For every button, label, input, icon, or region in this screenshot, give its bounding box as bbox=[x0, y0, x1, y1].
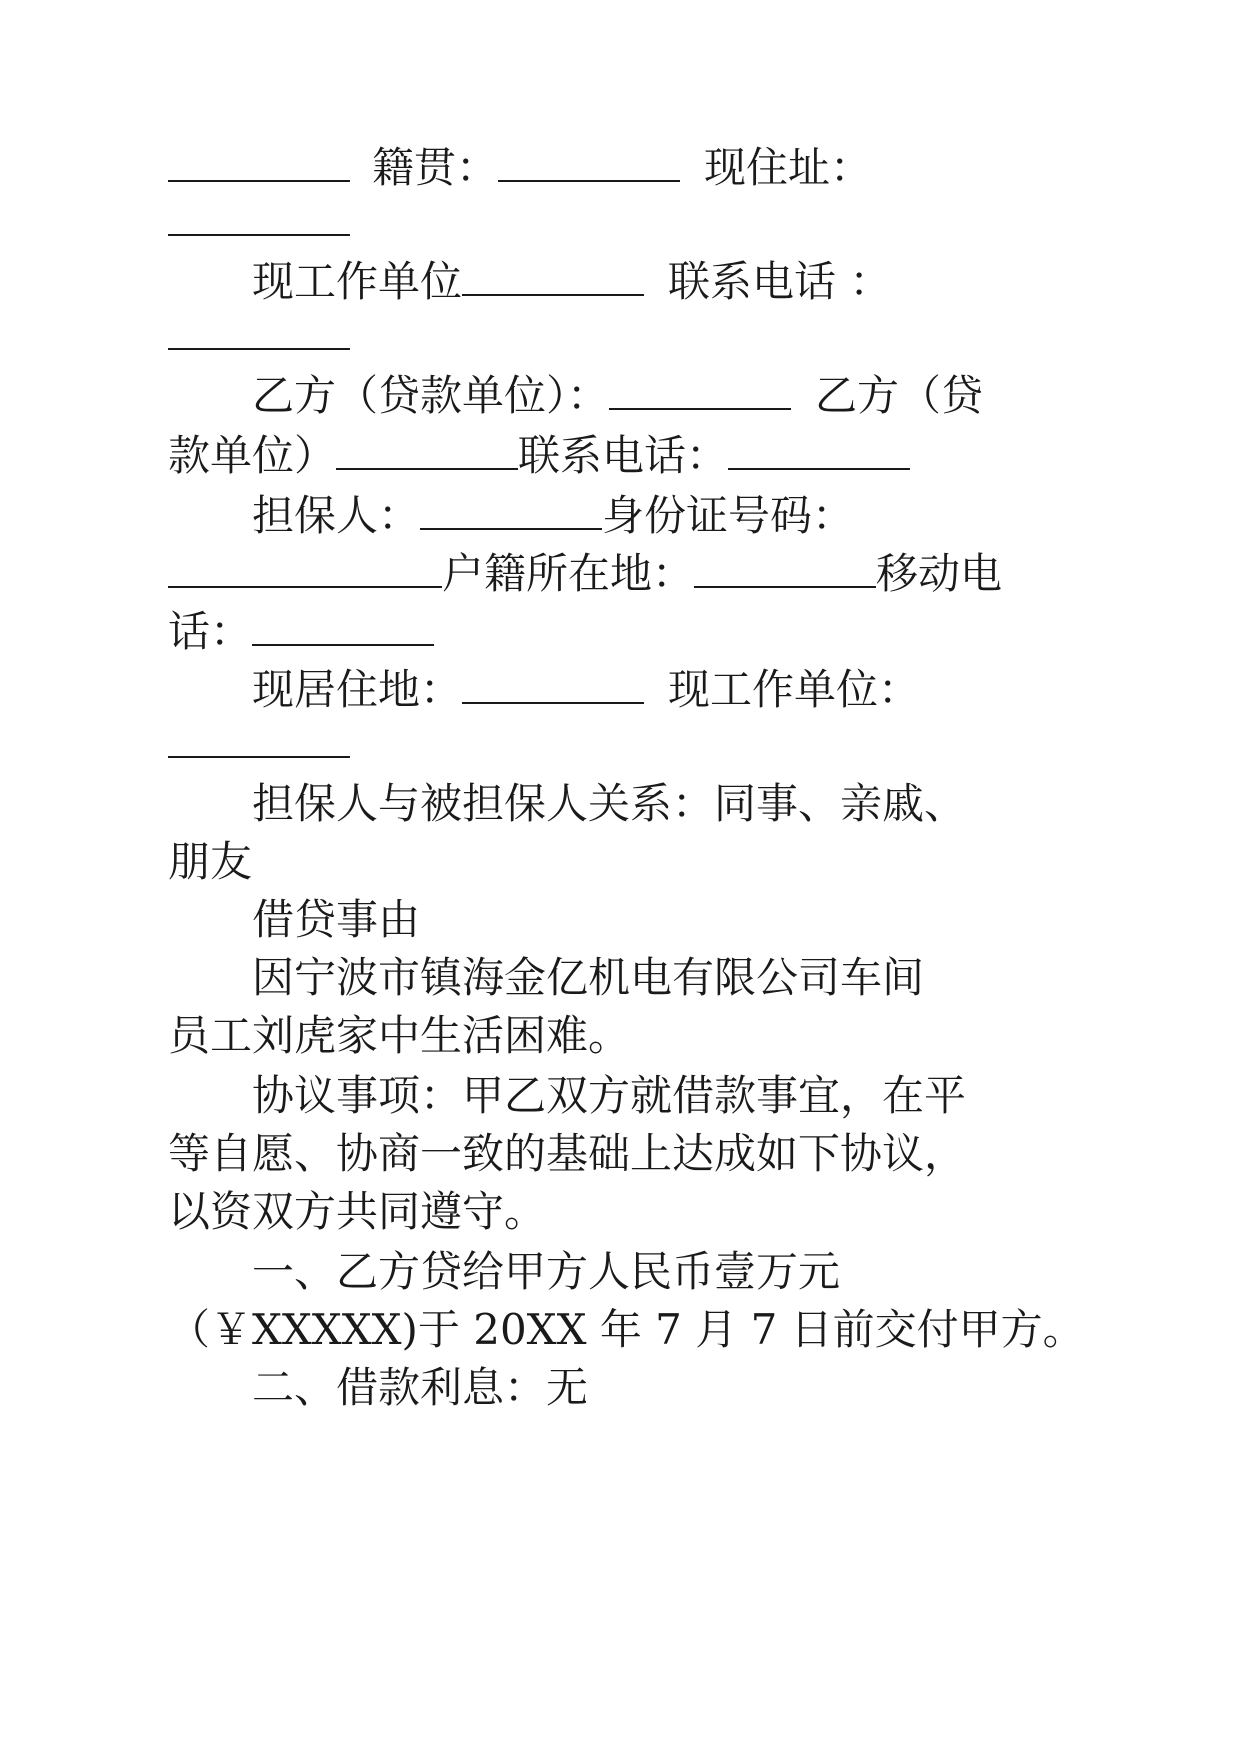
residence-blank[interactable] bbox=[462, 666, 644, 704]
id-no-blank[interactable] bbox=[168, 550, 442, 588]
line-loan-reason bbox=[252, 954, 924, 1002]
line-hukou bbox=[168, 550, 1002, 598]
mobile-blank[interactable] bbox=[252, 608, 434, 646]
agreement-text-3: 以资双方共同遵守。 bbox=[168, 1187, 547, 1236]
line-agreement-2 bbox=[168, 1130, 966, 1178]
address-blank[interactable] bbox=[168, 198, 350, 236]
loan-reason-text: 因宁波市镇海金亿机电有限公司车间 bbox=[252, 953, 925, 1002]
label-work-unit: 现工作单位 bbox=[252, 257, 463, 306]
hukou-blank[interactable] bbox=[694, 550, 876, 588]
label-guarantor: 担保人： bbox=[252, 491, 421, 540]
native-blank[interactable] bbox=[498, 144, 680, 182]
relationship-text-cont: 朋友 bbox=[168, 837, 253, 886]
label-address: 现住址： bbox=[704, 143, 873, 192]
clause-1-text: 一、乙方贷给甲方人民币壹万元 bbox=[252, 1247, 841, 1296]
line-clause-2 bbox=[252, 1364, 588, 1412]
line-guarantor bbox=[252, 492, 854, 540]
line-address-blank bbox=[168, 198, 350, 246]
line-residence bbox=[252, 666, 920, 714]
party-b-blank[interactable] bbox=[609, 372, 791, 410]
party-b-2-blank[interactable] bbox=[336, 432, 518, 470]
line-loan-reason-cont bbox=[168, 1012, 630, 1060]
line-clause-1-cont bbox=[168, 1306, 1085, 1354]
label-party-b-cont: 款单位） bbox=[168, 431, 337, 480]
label-mobile: 移动电 bbox=[876, 549, 1003, 598]
label-party-b-phone: 联系电话： bbox=[518, 431, 729, 480]
loan-reason-heading: 借贷事由 bbox=[252, 895, 421, 944]
line-work-phone bbox=[252, 258, 891, 306]
guarantor-blank[interactable] bbox=[420, 492, 602, 530]
label-guarantor-work: 现工作单位： bbox=[668, 665, 921, 714]
label-party-b-2: 乙方（贷 bbox=[815, 371, 984, 420]
label-phone: 联系电话 ： bbox=[668, 257, 892, 306]
label-mobile-cont: 话： bbox=[168, 607, 253, 656]
line-native-address bbox=[168, 144, 872, 192]
agreement-text: 协议事项：甲乙双方就借款事宜，在平 bbox=[252, 1071, 967, 1120]
label-id-no: 身份证号码： bbox=[602, 491, 855, 540]
line-party-b-phone bbox=[168, 432, 910, 480]
label-hukou: 户籍所在地： bbox=[442, 549, 695, 598]
phone-blank[interactable] bbox=[168, 312, 350, 350]
work-unit-blank[interactable] bbox=[462, 258, 644, 296]
clause-2-text: 二、借款利息：无 bbox=[252, 1363, 589, 1412]
line-agreement bbox=[252, 1072, 966, 1120]
line-agreement-3 bbox=[168, 1188, 546, 1236]
line-relationship bbox=[252, 780, 966, 828]
label-native: 籍贯： bbox=[372, 143, 499, 192]
guarantor-work-blank[interactable] bbox=[168, 720, 350, 758]
clause-1-text-cont: （￥XXXXX)于 20XX 年 7 月 7 日前交付甲方。 bbox=[168, 1305, 1085, 1354]
agreement-text-2: 等自愿、协商一致的基础上达成如下协议， bbox=[168, 1129, 967, 1178]
loan-reason-text-cont: 员工刘虎家中生活困难。 bbox=[168, 1011, 631, 1060]
party-b-phone-blank[interactable] bbox=[728, 432, 910, 470]
blank-field[interactable] bbox=[168, 144, 350, 182]
line-loan-reason-heading bbox=[252, 896, 420, 944]
label-residence: 现居住地： bbox=[252, 665, 463, 714]
line-party-b bbox=[252, 372, 983, 420]
line-clause-1 bbox=[252, 1248, 840, 1296]
line-phone-blank bbox=[168, 312, 350, 360]
label-party-b: 乙方（贷款单位）： bbox=[252, 371, 610, 420]
line-friend bbox=[168, 838, 252, 886]
relationship-text: 担保人与被担保人关系：同事、亲戚、 bbox=[252, 779, 967, 828]
line-mobile bbox=[168, 608, 434, 656]
line-guarantor-work-blank bbox=[168, 720, 350, 768]
